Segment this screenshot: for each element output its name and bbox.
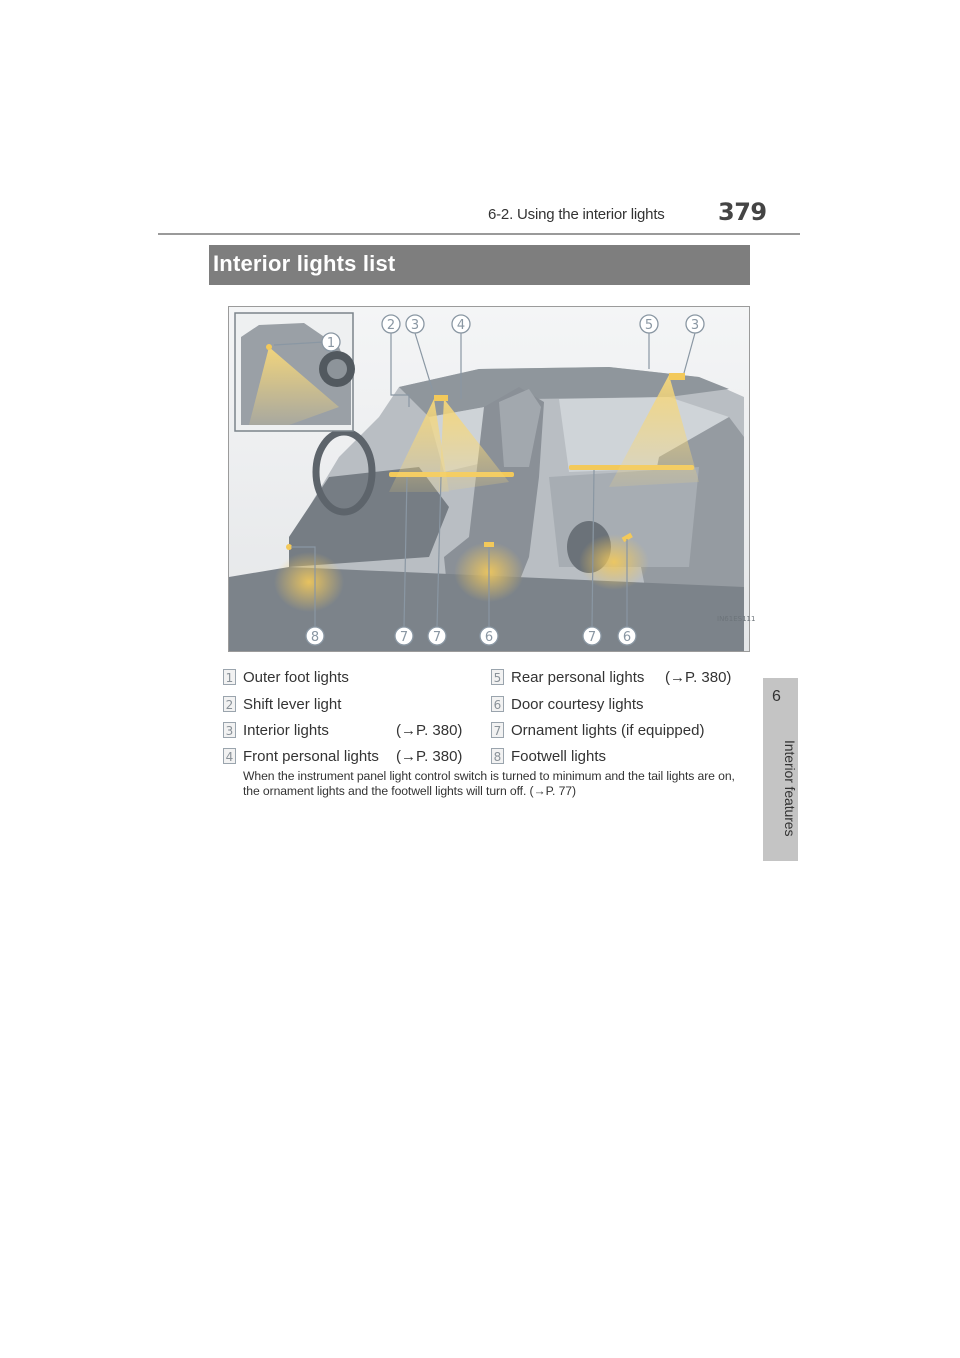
legend-label: Interior lights: [243, 722, 329, 739]
legend-label: Front personal lights: [243, 748, 379, 765]
section-title: Interior lights list: [213, 251, 396, 276]
callout-top-label: 2: [386, 318, 396, 333]
legend-number: 7: [491, 722, 504, 738]
legend-label: Shift lever light: [243, 696, 342, 713]
legend-label: Ornament lights (if equipped): [511, 722, 705, 739]
legend-number: 2: [223, 696, 236, 712]
legend-label: Footwell lights: [511, 748, 607, 765]
legend-number: 8: [491, 748, 504, 764]
callout-bottom-label: 7: [399, 630, 409, 645]
callout-bottom-label: 8: [310, 630, 320, 645]
callout-bottom-label: 7: [587, 630, 597, 645]
callout-bottom-label: 7: [432, 630, 442, 645]
callout-bottom-label: 6: [484, 630, 494, 645]
legend-number: 6: [491, 696, 504, 712]
image-code: IN61ES111: [717, 615, 756, 623]
header-divider: [158, 233, 800, 235]
callout-bottom-label: 6: [622, 630, 632, 645]
callout-top-label: 3: [690, 318, 700, 333]
legend-number: 3: [223, 722, 236, 738]
legend-number: 4: [223, 748, 236, 764]
interior-lights-illustration: [228, 306, 756, 652]
callout-top-label: 4: [456, 318, 466, 333]
chapter-number: 6: [772, 688, 781, 705]
callout-1-label: 1: [326, 336, 336, 351]
callout-top-label: 3: [410, 318, 420, 333]
legend-number: 5: [491, 669, 504, 685]
callout-top-label: 5: [644, 318, 654, 333]
legend-label: Door courtesy lights: [511, 696, 644, 713]
legend-label: Rear personal lights: [511, 669, 645, 686]
legend-label: Outer foot lights: [243, 669, 349, 686]
page-reference[interactable]: (→P. 380): [665, 669, 732, 686]
page-number: 379: [718, 198, 767, 226]
chapter-label: Interior features: [782, 740, 798, 837]
section-reference: 6-2. Using the interior lights: [488, 206, 665, 223]
page-reference[interactable]: (→P. 380): [396, 722, 463, 739]
legend-number: 1: [223, 669, 236, 685]
page-reference[interactable]: (→P. 380): [396, 748, 463, 765]
lighting-note: When the instrument panel light control switch is turned to minimum and the tail lights are on, the ornament lights and the footwell lights will turn off. (→P. 77): [243, 769, 735, 798]
